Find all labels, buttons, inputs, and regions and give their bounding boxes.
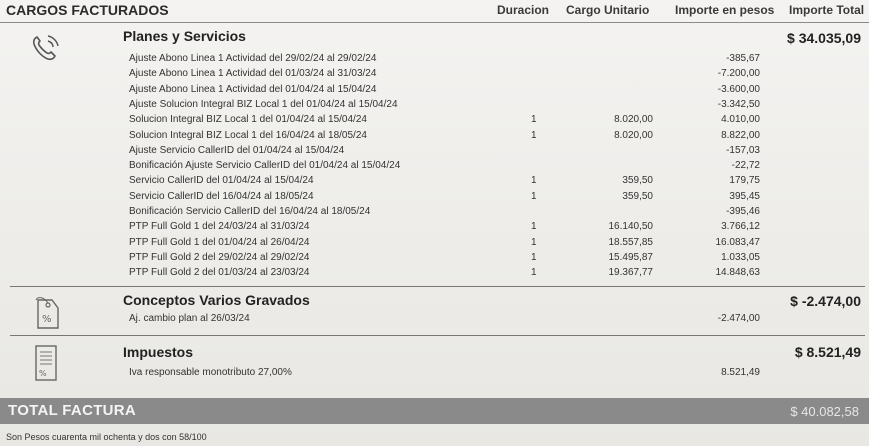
line-item-amount: -385,67 [726, 53, 760, 64]
line-item-row [0, 175, 869, 187]
line-item-row [0, 99, 869, 111]
line-item-amount: 1.033,05 [721, 251, 760, 263]
line-item-row [0, 145, 869, 157]
impuestos-total: $ 8.521,49 [794, 344, 861, 360]
line-item-row [0, 267, 869, 279]
planes-total: $ 34.035,09 [787, 30, 861, 46]
line-item-amount: 395,45 [729, 190, 760, 202]
line-item-row [0, 252, 869, 264]
line-item-amount: -157,03 [726, 144, 760, 156]
line-item-duration: 1 [531, 190, 537, 202]
line-item-row [0, 206, 869, 218]
col-duracion: Duracion [497, 3, 550, 17]
line-item-description: Iva responsable monotributo 27,00% [129, 367, 292, 378]
line-item-description: Bonificación Ajuste Servicio CallerID del 01/04/24 al 15/04/24 [129, 160, 401, 172]
line-item-unit-charge: 19.367,77 [608, 267, 653, 279]
line-item-amount: 14.848,63 [715, 267, 760, 279]
line-item-row [0, 191, 869, 203]
col-cargo-unitario: Cargo Unitario [566, 3, 650, 17]
line-item-unit-charge: 16.140,50 [608, 221, 653, 233]
line-item-row [0, 160, 869, 172]
charges-header [0, 0, 869, 23]
svg-text:%: % [39, 369, 47, 378]
col-importe-pesos: Importe en pesos [675, 3, 775, 17]
line-item-description: Servicio CallerID del 01/04/24 al 15/04/24 [129, 175, 314, 187]
svg-text:%: % [42, 314, 52, 325]
line-item-row [0, 114, 869, 126]
line-item-duration: 1 [531, 129, 537, 141]
line-item-unit-charge: 15.495,87 [608, 251, 653, 263]
total-factura-value: $ 40.082,58 [790, 404, 859, 419]
line-item-description: PTP Full Gold 2 del 29/02/24 al 29/02/24 [129, 251, 310, 263]
line-item-amount: 8.822,00 [721, 129, 760, 141]
line-item-amount: 179,75 [729, 175, 760, 187]
line-item-row [0, 367, 869, 379]
line-item-row [0, 313, 869, 325]
line-item-duration: 1 [531, 267, 537, 279]
line-item-description: Ajuste Abono Linea 1 Actividad del 29/02/24 al 29/02/24 [129, 53, 377, 64]
line-item-description: Ajuste Abono Linea 1 Actividad del 01/03/24 al 31/03/24 [129, 68, 377, 80]
line-item-unit-charge: 359,50 [622, 175, 653, 187]
col-importe-total: Importe Total [789, 3, 865, 17]
line-item-amount: -395,46 [726, 206, 760, 217]
line-item-duration: 1 [531, 221, 537, 233]
section-conceptos [0, 287, 869, 335]
line-item-duration: 1 [531, 236, 537, 248]
line-item-row [0, 221, 869, 233]
line-item-description: Servicio CallerID del 16/04/24 al 18/05/24 [129, 190, 314, 202]
line-item-row [0, 130, 869, 142]
line-item-row [0, 53, 869, 65]
line-item-description: Ajuste Solucion Integral BIZ Local 1 del 01/04/24 al 15/04/24 [129, 98, 398, 110]
line-item-description: PTP Full Gold 2 del 01/03/24 al 23/03/24 [129, 267, 310, 279]
line-item-description: Aj. cambio plan al 26/03/24 [129, 313, 250, 324]
line-item-row [0, 68, 869, 80]
line-item-row [0, 84, 869, 96]
line-item-amount: 8.521,49 [721, 367, 760, 378]
line-item-unit-charge: 8.020,00 [614, 114, 653, 126]
line-item-amount: 4.010,00 [721, 114, 760, 126]
section-planes [0, 22, 869, 286]
line-item-description: Bonificación Servicio CallerID del 16/04/24 al 18/05/24 [129, 206, 371, 217]
line-item-unit-charge: 8.020,00 [614, 129, 653, 141]
conceptos-title: Conceptos Varios Gravados [123, 292, 310, 308]
conceptos-total: $ -2.474,00 [790, 293, 861, 309]
total-factura-label: TOTAL FACTURA [8, 402, 137, 419]
line-item-amount: -3.342,50 [717, 98, 760, 110]
line-item-amount: -7.200,00 [717, 68, 760, 80]
line-item-description: Ajuste Abono Linea 1 Actividad del 01/04/24 al 15/04/24 [129, 83, 377, 95]
line-item-description: Solucion Integral BIZ Local 1 del 16/04/24 al 18/05/24 [129, 129, 367, 141]
section-impuestos [0, 336, 869, 396]
impuestos-title: Impuestos [123, 344, 194, 360]
line-item-row [0, 237, 869, 249]
line-item-amount: 3.766,12 [721, 221, 760, 233]
line-item-duration: 1 [531, 251, 537, 263]
charges-title: CARGOS FACTURADOS [6, 2, 169, 18]
line-item-duration: 1 [531, 114, 537, 126]
total-factura-bar [0, 398, 869, 424]
line-item-amount: -3.600,00 [717, 83, 760, 95]
line-item-description: Ajuste Servicio CallerID del 01/04/24 al 15/04/24 [129, 144, 345, 156]
line-item-unit-charge: 18.557,85 [608, 236, 653, 248]
line-item-description: PTP Full Gold 1 del 24/03/24 al 31/03/24 [129, 221, 310, 233]
line-item-amount: -2.474,00 [717, 313, 760, 324]
line-item-amount: 16.083,47 [715, 236, 760, 248]
line-item-description: PTP Full Gold 1 del 01/04/24 al 26/04/24 [129, 236, 310, 248]
line-item-description: Solucion Integral BIZ Local 1 del 01/04/24 al 15/04/24 [129, 114, 367, 126]
line-item-amount: -22,72 [731, 160, 760, 172]
planes-title: Planes y Servicios [123, 28, 246, 44]
line-item-duration: 1 [531, 175, 537, 187]
line-item-unit-charge: 359,50 [622, 190, 653, 202]
amount-in-words: Son Pesos cuarenta mil ochenta y dos con 58/100 [6, 432, 207, 442]
